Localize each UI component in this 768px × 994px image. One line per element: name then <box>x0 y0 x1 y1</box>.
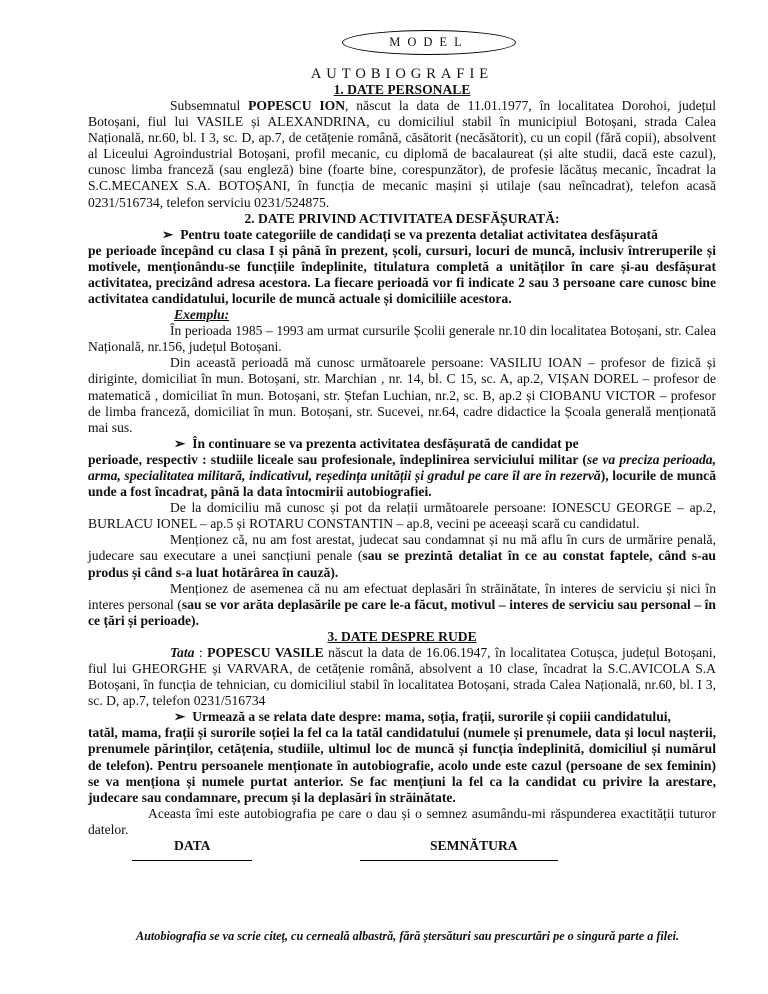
criminal-record-paragraph: Menționez că, nu am fost arestat, judecat sau condamnat și nu mă aflu în curs de urmărire penală, judecare sau executare a unei sancțiuni penale (sau se prezintă detaliat în ce au constat faptele, când s-au produs și când s-a luat hotărârea în cauză). <box>88 532 716 580</box>
footer-note: Autobiografia se va scrie citeț, cu cerneală albastră, fără ștersături sau prescurtări pe o singură parte a filei. <box>136 929 680 943</box>
bullet-relatives-first: ➢ Urmează a se relata date despre: mama, soția, frații, surorile și copiii candidatului, <box>174 709 671 725</box>
example-paragraph-1: În perioada 1985 – 1993 am urmat cursurile Școlii generale nr.10 din localitatea Botoșani, str. Calea Națională, nr.156, județul Botoșani. <box>88 323 716 355</box>
example-label: Exemplu: <box>174 307 230 323</box>
document-title: AUTOBIOGRAFIE <box>310 66 494 82</box>
date-line <box>132 860 252 861</box>
signature-label: SEMNĂTURA <box>430 838 518 854</box>
signature-block <box>88 838 716 874</box>
father-paragraph: Tata : POPESCU VASILE născut la data de 16.06.1947, în localitatea Cotușca, județul Botoșani, fiul lui GHEORGHE și VARVARA, de cetățenie română, absolvent a 10 clase, încadrat la S.C.AVICOLA S.A Botoșani, în funcția de tehnician, cu domiciliul stabil în localitatea Botoșani, strada Calea Națională, nr.60, bl. I 3, sc. D, ap.7, telefon 0231/516734 <box>88 644 717 709</box>
date-label: DATA <box>174 838 211 854</box>
section3-heading: 3. DATE DESPRE RUDE <box>327 628 477 644</box>
neighbors-paragraph: De la domiciliu mă cunosc și pot da relații următoarele persoane: IONESCU GEORGE – ap.2, BURLACU IONEL – ap.5 și ROTARU CONSTANTIN – ap.8, vecini pe aceeași scară cu candidatul. <box>88 500 716 532</box>
model-badge: MODEL <box>342 30 515 55</box>
bullet-activity-first: ➢ Pentru toate categoriile de candidați se va prezenta detaliat activitatea desfășurată <box>162 226 658 242</box>
bullet-activity-rest: pe perioade începând cu clasa I și până în prezent, școli, cursuri, locuri de muncă, inclusiv întreruperile și motivele, menționându-se funcțiile îndeplinite, titulatura completă a unităților în care și-au desfășurat activitatea, precizând adresa acestora. La fiecare perioadă vor fi indicate 2 sau 3 persoane care cunosc bine activitatea candidatului, locurile de muncă actuale și domiciliile acestora. <box>88 242 716 307</box>
model-header <box>88 30 716 66</box>
bullet-continuation-first: ➢ În continuare se va prezenta activitatea desfășurată de candidat pe <box>174 435 579 451</box>
closing-paragraph: Aceasta îmi este autobiografia pe care o dau și o semnez asumându-mi răspunderea exactității tuturor datelor. <box>88 805 716 837</box>
section1-heading: 1. DATE PERSONALE <box>333 82 471 97</box>
section2-heading: 2. DATE PRIVIND ACTIVITATEA DESFĂȘURATĂ: <box>244 210 560 226</box>
document-page <box>88 30 716 874</box>
bullet-continuation-rest: perioade, respectiv : studiile liceale sau profesionale, îndeplinirea serviciului militar (se va preciza perioada, arma, specialitatea militară, indicativul, reședința unității și gradul pe care îl are în rezervă), locurile de muncă unde a fost încadrat, până la data întocmirii autobiografiei. <box>88 451 716 500</box>
bullet-relatives-rest: tatăl, mama, frații și surorile soției la fel ca la tatăl candidatului (numele și prenumele, data și locul nașterii, prenumele părinților, cetățenia, studiile, ultimul loc de muncă și funcția îndeplinită, domiciliul și numărul de telefon). Pentru persoanele menționate în autobiografie, acolo unde este cazul (persoane de sex feminin) se va menționa și numele purtat anterior. Se fac mențiuni la fel ca la candidat cu privire la arestare, judecare sau condamnare, precum și la deplasări în străinătate. <box>88 725 716 805</box>
example-paragraph-2: Din această perioadă mă cunosc următoarele persoane: VASILIU IOAN – profesor de fizică și diriginte, domiciliat în mun. Botoșani, str. Marchian , nr. 14, bl. C 15, sc. A, ap.2, VIȘAN DOREL – profesor de matematică , domiciliat în mun. Botoșani, str. Ștefan Luchian, nr.2, sc. B, ap.2 și CIOBANU VICTOR – profesor de limba franceză, domiciliat în mun. Botoșani, str. Sucevei, nr.64, cadre didactice la Școala generală menționată mai sus. <box>88 355 716 435</box>
personal-data-paragraph: Subsemnatul POPESCU ION, născut la data de 11.01.1977, în localitatea Dorohoi, județul Botoșani, fiul lui VASILE și ALEXANDRINA, cu domiciliul stabil în municipiul Botoșani, strada Calea Națională, nr.60, bl. I 3, sc. D, ap.7, de cetățenie română, căsătorit (necăsătorit), cu un copil (fără copii), absolvent al Liceului Agroindustrial Botoșani, profil mecanic, cu diplomă de bacalaureat (și alte studii, dacă este cazul), cunosc limba franceză (sau engleză) bine (foarte bine, corespunzător), de profesie lăcătuș mecanic, încadrat la S.C.MECANEX S.A. BOTOȘANI, în funcția de mecanic mașini și utilaje (sau neîncadrat), telefon acasă 0231/516734, telefon serviciu 0231/524875. <box>88 98 716 210</box>
candidate-name: POPESCU ION <box>248 98 346 113</box>
signature-line <box>360 860 558 861</box>
travel-paragraph: Menționez de asemenea că nu am efectuat deplasări în străinătate, în interes de serviciu și nici în interes personal (sau se vor arăta deplasările pe care le-a făcut, motivul – interes de serviciu sau personal – în ce țări și perioade). <box>88 580 716 628</box>
